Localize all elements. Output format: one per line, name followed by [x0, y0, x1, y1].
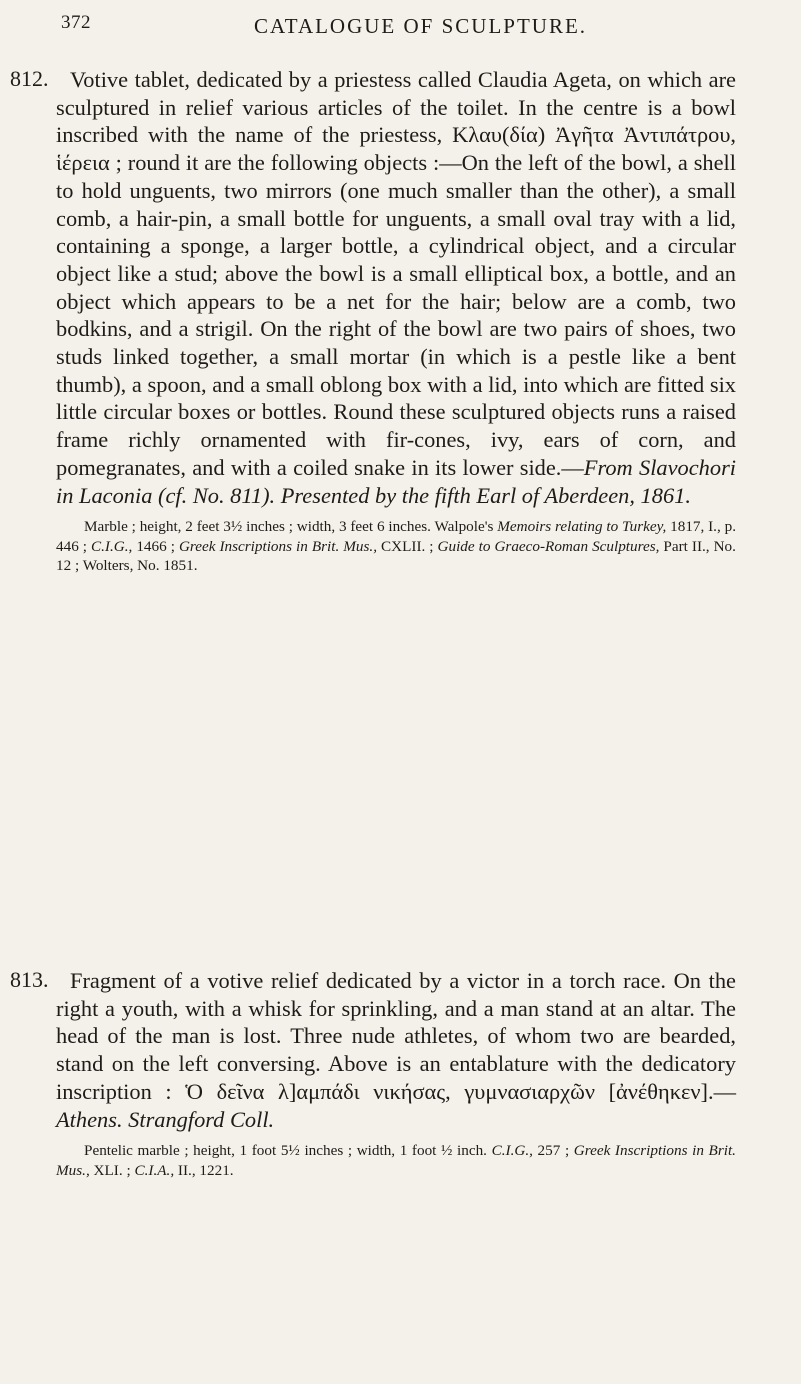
note-segment: Pentelic marble ; height, 1 foot 5½ inches ; width, 1 foot ½ inch. [84, 1142, 492, 1160]
note-segment: 1466 ; [132, 537, 179, 555]
note-segment: C.I.G., [91, 537, 133, 555]
note-segment: Part II., No. 12 ; Wolters, No. 1851. [56, 537, 736, 575]
note-segment: 1817, I., p. 446 ; [56, 518, 736, 555]
bibliographic-notes [56, 517, 736, 576]
note-segment: Greek Inscriptions in Brit. Mus., [56, 1142, 736, 1179]
running-head: CATALOGUE OF SCULPTURE. [253, 14, 588, 38]
entry-description [56, 967, 736, 1133]
acquisition: Strangford Coll. [128, 1106, 275, 1132]
note-segment: II., 1221. [174, 1161, 234, 1179]
note-segment: Greek Inscriptions in Brit. Mus., [178, 537, 378, 555]
note-segment: C.I.A., [134, 1161, 175, 1179]
catalogue-entry-813 [10, 967, 736, 1180]
page-header [0, 10, 801, 40]
acquisition: Presented by the fifth Earl of Aberdeen, 1861. [280, 482, 691, 508]
entry-description [56, 66, 736, 509]
note-segment: Memoirs relating to Turkey, [497, 518, 667, 536]
catalogue-entry-812 [10, 66, 737, 576]
note-segment: XLI. ; [89, 1161, 135, 1179]
note-segment: Guide to Graeco-Roman Sculptures, [437, 537, 660, 555]
provenance: Athens. [56, 1106, 123, 1132]
note-segment: C.I.G., [491, 1142, 533, 1160]
description-text: Votive tablet, dedicated by a priestess called Claudia Ageta, on which are sculptured in relief various articles of the toilet. In the centre is a bowl inscribed with the name of the priestess, Κλαυ(δία) Ἀγῆτα Ἀντιπάτρου, ἱέρεια ; round it are the following objects :—On the left of the bowl, a shell to hold unguents, two mirrors (one much smaller than the other), a small comb, a hair-pin, a small bottle for unguents, a small oval tray with a lid, containing a sponge, a larger bottle, a cylindrical object, and a circular object like a stud; above the bowl is a small elliptical box, a bottle, and an object which appears to be a net for the hair; below are a comb, two bodkins, and a strigil. On the right of the bowl are two pairs of shoes, two studs linked together, a small mortar (in which is a pestle like a bent thumb), a spoon, and a small oblong box with a lid, into which are fitted six little circular boxes or bottles. Round these sculptured objects runs a raised frame richly ornamented with fir-cones, ivy, ears of corn, and pomegranates, and with a coiled snake in its lower side.— [56, 67, 736, 480]
note-segment: CXLII. ; [377, 537, 438, 555]
description-text: Fragment of a votive relief dedicated by a victor in a torch race. On the right a youth, with a whisk for sprinkling, and a man stand at an altar. The head of the man is lost. Three nude athletes, of whom two are bearded, stand on the left conversing. Above is an entablature with the dedicatory inscription : Ὁ δεῖνα λ]αμπάδι νικήσας, γυμνασιαρχῶν [ἀνέθηκεν].— [56, 968, 736, 1104]
note-segment: 257 ; [532, 1142, 574, 1160]
entry-number: 812. [10, 66, 49, 91]
page-number: 372 [61, 12, 91, 33]
provenance: From Slavochori in Laconia (cf. No. 811). [56, 454, 737, 508]
note-segment: Marble ; height, 2 feet 3½ inches ; width, 3 feet 6 inches. Walpole's [84, 518, 498, 536]
bibliographic-notes [56, 1141, 736, 1180]
entry-number: 813. [10, 967, 49, 992]
